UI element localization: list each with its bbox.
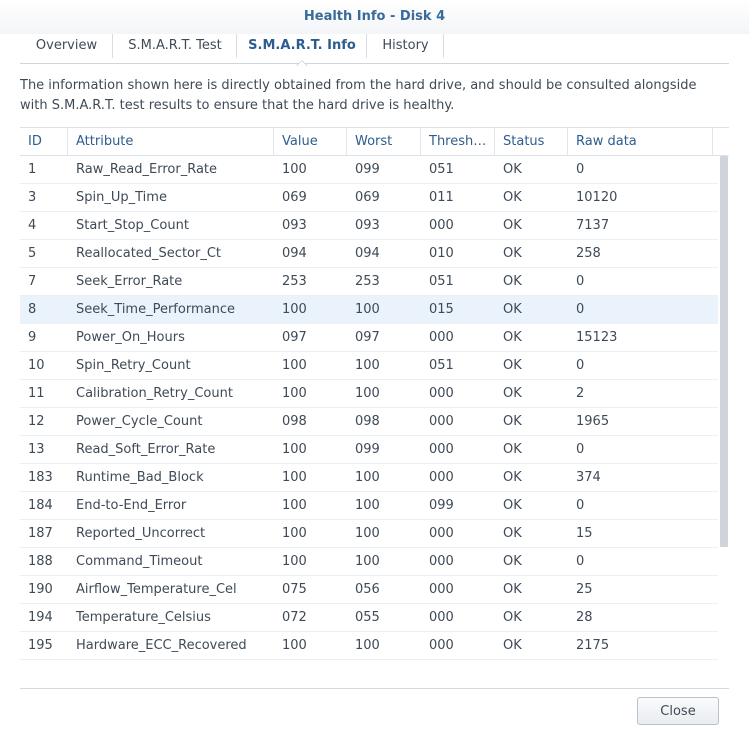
cell-raw-data: 15 (576, 526, 593, 541)
cell-threshold: 000 (429, 330, 454, 345)
cell-attribute: Reallocated_Sector_Ct (76, 246, 222, 261)
cell-raw-data: 25 (576, 582, 593, 597)
cell-attribute: Temperature_Celsius (76, 610, 211, 625)
tab-smart-test[interactable]: S.M.A.R.T. Test (113, 33, 237, 61)
cell-worst: 098 (355, 414, 380, 429)
cell-raw-data: 0 (576, 302, 585, 317)
cell-worst: 100 (355, 526, 380, 541)
cell-id: 8 (28, 302, 37, 317)
cell-worst: 100 (355, 302, 380, 317)
cell-threshold: 011 (429, 190, 454, 205)
cell-id: 11 (28, 386, 45, 401)
cell-status: OK (503, 498, 522, 513)
table-row[interactable] (20, 464, 718, 492)
table-row[interactable] (20, 520, 718, 548)
footer-divider (20, 688, 729, 689)
column-header-id[interactable]: ID (20, 128, 68, 155)
cell-id: 188 (28, 554, 53, 569)
table-row[interactable] (20, 408, 718, 436)
cell-value: 100 (282, 470, 307, 485)
cell-worst: 093 (355, 218, 380, 233)
cell-threshold: 000 (429, 582, 454, 597)
table-row[interactable] (20, 324, 718, 352)
close-button[interactable]: Close (637, 697, 719, 725)
cell-value: 075 (282, 582, 307, 597)
cell-value: 100 (282, 162, 307, 177)
cell-threshold: 051 (429, 358, 454, 373)
cell-id: 3 (28, 190, 37, 205)
cell-status: OK (503, 526, 522, 541)
cell-attribute: Spin_Up_Time (76, 190, 167, 205)
table-header (20, 128, 729, 156)
cell-attribute: Start_Stop_Count (76, 218, 189, 233)
cell-raw-data: 2 (576, 386, 585, 401)
cell-value: 100 (282, 554, 307, 569)
cell-worst: 253 (355, 274, 380, 289)
cell-raw-data: 0 (576, 442, 585, 457)
cell-threshold: 000 (429, 470, 454, 485)
tab-bar (20, 31, 729, 64)
cell-threshold: 000 (429, 442, 454, 457)
cell-raw-data: 374 (576, 470, 601, 485)
cell-id: 4 (28, 218, 37, 233)
cell-status: OK (503, 358, 522, 373)
cell-id: 12 (28, 414, 45, 429)
cell-value: 100 (282, 386, 307, 401)
cell-raw-data: 28 (576, 610, 593, 625)
column-header-threshold[interactable]: Thresh… (421, 128, 495, 155)
tab-smart-info[interactable] (237, 33, 367, 61)
cell-attribute: Seek_Time_Performance (76, 302, 235, 317)
cell-worst: 099 (355, 162, 380, 177)
cell-status: OK (503, 330, 522, 345)
cell-id: 183 (28, 470, 53, 485)
column-header-status[interactable]: Status (495, 128, 568, 155)
window-title: Health Info - Disk 4 (303, 9, 446, 24)
cell-raw-data: 10120 (576, 190, 618, 205)
cell-value: 100 (282, 358, 307, 373)
cell-threshold: 000 (429, 610, 454, 625)
cell-raw-data: 258 (576, 246, 601, 261)
cell-threshold: 000 (429, 554, 454, 569)
table-row[interactable] (20, 352, 718, 380)
cell-worst: 056 (355, 582, 380, 597)
cell-worst: 099 (355, 442, 380, 457)
table-row[interactable] (20, 632, 718, 660)
cell-value: 253 (282, 274, 307, 289)
cell-value: 093 (282, 218, 307, 233)
cell-status: OK (503, 218, 522, 233)
table-row[interactable] (20, 492, 718, 520)
cell-status: OK (503, 610, 522, 625)
cell-id: 5 (28, 246, 37, 261)
cell-threshold: 051 (429, 162, 454, 177)
table-row[interactable] (20, 156, 718, 184)
cell-raw-data: 0 (576, 358, 585, 373)
cell-raw-data: 0 (576, 162, 585, 177)
table-body (20, 156, 718, 660)
cell-status: OK (503, 470, 522, 485)
table-row[interactable] (20, 380, 718, 408)
cell-value: 098 (282, 414, 307, 429)
title-bar (0, 0, 749, 34)
column-header-attribute[interactable]: Attribute (68, 128, 274, 155)
cell-attribute: Spin_Retry_Count (76, 358, 191, 373)
cell-threshold: 015 (429, 302, 454, 317)
cell-attribute: Runtime_Bad_Block (76, 470, 204, 485)
cell-value: 094 (282, 246, 307, 261)
table-row[interactable] (20, 576, 718, 604)
cell-attribute: Calibration_Retry_Count (76, 386, 233, 401)
cell-id: 10 (28, 358, 45, 373)
cell-status: OK (503, 414, 522, 429)
table-row[interactable] (20, 548, 718, 576)
cell-worst: 100 (355, 470, 380, 485)
description-text: The information shown here is directly obtained from the hard drive, and should be consulted alongside with S.M.A.R.T. test results to ensure that the hard drive is healthy. (20, 78, 697, 113)
cell-attribute: Reported_Uncorrect (76, 526, 206, 541)
table-row[interactable] (20, 296, 718, 324)
cell-worst: 094 (355, 246, 380, 261)
cell-value: 100 (282, 302, 307, 317)
cell-threshold: 010 (429, 246, 454, 261)
cell-worst: 100 (355, 554, 380, 569)
cell-worst: 100 (355, 498, 380, 513)
cell-value: 100 (282, 442, 307, 457)
cell-raw-data: 0 (576, 274, 585, 289)
cell-threshold: 000 (429, 526, 454, 541)
table-row[interactable] (20, 436, 718, 464)
cell-status: OK (503, 274, 522, 289)
cell-value: 100 (282, 498, 307, 513)
cell-worst: 097 (355, 330, 380, 345)
cell-value: 069 (282, 190, 307, 205)
scrollbar-thumb[interactable] (720, 156, 728, 547)
cell-threshold: 000 (429, 638, 454, 653)
cell-threshold: 000 (429, 218, 454, 233)
cell-threshold: 099 (429, 498, 454, 513)
cell-id: 1 (28, 162, 37, 177)
cell-attribute: Command_Timeout (76, 554, 203, 569)
cell-raw-data: 2175 (576, 638, 610, 653)
cell-worst: 100 (355, 358, 380, 373)
cell-value: 072 (282, 610, 307, 625)
cell-threshold: 051 (429, 274, 454, 289)
cell-worst: 069 (355, 190, 380, 205)
cell-value: 097 (282, 330, 307, 345)
cell-status: OK (503, 190, 522, 205)
column-header-value[interactable]: Value (274, 128, 347, 155)
cell-threshold: 000 (429, 386, 454, 401)
cell-status: OK (503, 554, 522, 569)
column-header-worst[interactable]: Worst (347, 128, 421, 155)
cell-attribute: End-to-End_Error (76, 498, 187, 513)
cell-raw-data: 0 (576, 498, 585, 513)
cell-attribute: Power_Cycle_Count (76, 414, 203, 429)
cell-id: 7 (28, 274, 37, 289)
table-row[interactable] (20, 184, 718, 212)
cell-status: OK (503, 302, 522, 317)
cell-raw-data: 0 (576, 554, 585, 569)
cell-worst: 100 (355, 638, 380, 653)
cell-value: 100 (282, 638, 307, 653)
table-row[interactable] (20, 268, 718, 296)
table-row[interactable] (20, 212, 718, 240)
cell-raw-data: 7137 (576, 218, 610, 233)
cell-status: OK (503, 386, 522, 401)
cell-status: OK (503, 162, 522, 177)
cell-attribute: Airflow_Temperature_Cel (76, 582, 237, 597)
cell-id: 184 (28, 498, 53, 513)
cell-raw-data: 1965 (576, 414, 610, 429)
table-row[interactable] (20, 240, 718, 268)
cell-status: OK (503, 582, 522, 597)
cell-attribute: Raw_Read_Error_Rate (76, 162, 218, 177)
smart-info-table (20, 127, 729, 660)
cell-worst: 055 (355, 610, 380, 625)
cell-attribute: Hardware_ECC_Recovered (76, 638, 247, 653)
cell-id: 190 (28, 582, 53, 597)
cell-threshold: 000 (429, 414, 454, 429)
cell-value: 100 (282, 526, 307, 541)
active-tab-caret-icon (296, 60, 308, 66)
cell-attribute: Power_On_Hours (76, 330, 185, 345)
tab-history[interactable]: History (367, 33, 444, 61)
cell-id: 187 (28, 526, 53, 541)
cell-attribute: Seek_Error_Rate (76, 274, 183, 289)
cell-id: 195 (28, 638, 53, 653)
cell-raw-data: 15123 (576, 330, 618, 345)
cell-worst: 100 (355, 386, 380, 401)
cell-id: 194 (28, 610, 53, 625)
table-row[interactable] (20, 604, 718, 632)
cell-id: 13 (28, 442, 45, 457)
cell-status: OK (503, 442, 522, 457)
cell-attribute: Read_Soft_Error_Rate (76, 442, 216, 457)
cell-status: OK (503, 638, 522, 653)
cell-id: 9 (28, 330, 37, 345)
column-header-raw-data[interactable]: Raw data (568, 128, 713, 155)
tab-smart-info-label: S.M.A.R.T. Info (248, 38, 356, 53)
tab-overview[interactable]: Overview (20, 33, 113, 61)
cell-status: OK (503, 246, 522, 261)
